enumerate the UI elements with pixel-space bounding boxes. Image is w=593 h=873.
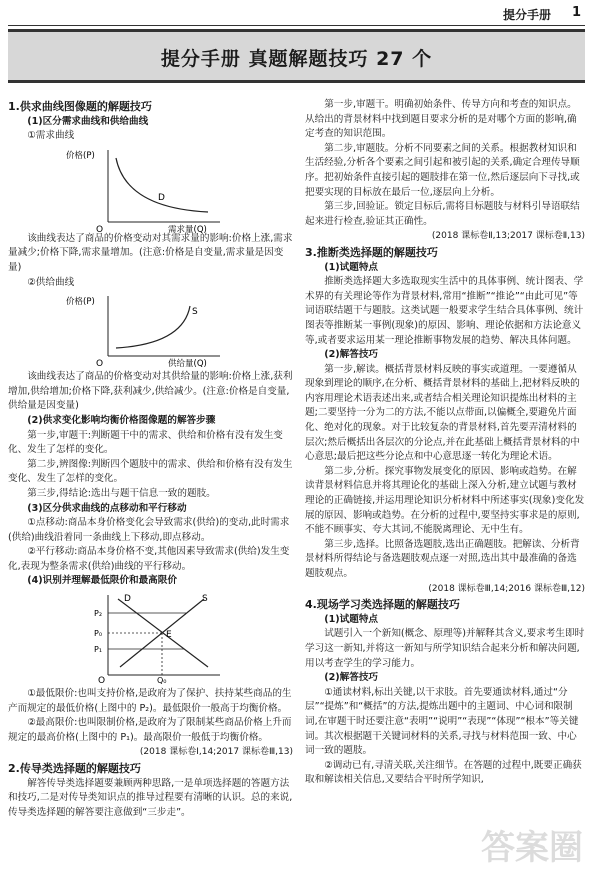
eq-label-e: E [166,630,172,641]
s1-para7: ②平行移动:商品本身价格不变,其他因素导致需求(供给)发生变化,表现为整条需求(供给)曲线的平行移动。 [8,546,290,572]
section-4-title: 4.现场学习类选择题的解题技巧 [305,598,460,612]
s1-supply-label: ②供给曲线 [27,276,75,288]
page-number: 1 [571,5,581,20]
r-para1: 第一步,审题干。明确初始条件、传导方向和考查的知识点。从给出的背景材料中找到题目要求分析的是对哪个方面的影响,确定考查的知识范围。 [305,99,577,140]
section-1-title: 1.供求曲线图像题的解题技巧 [8,100,152,113]
s1-source: (2018 课标卷Ⅰ,14;2017 课标卷Ⅲ,13) [139,747,293,758]
header-label: 提分手册 [502,8,551,22]
eq-label-s: S [202,594,208,605]
supply-ylabel: 价格(P) [66,297,95,308]
supply-curve-label: S [192,307,198,318]
eq-label-o: O [98,676,106,687]
section-3-title: 3.推断类选择题的解题技巧 [305,245,438,259]
supply-xlabel: 供给量(Q) [168,359,207,370]
s4-para1: 试题引入一个新知(概念、原理等)并解释其含义,要求考生即时学习这一新知,并将这一新知与所学知识结合起来分析和解决问题,用以考查学生的学习能力。 [305,628,585,669]
eq-label-q0: Q₀ [157,676,167,686]
s1-para9: ②最高限价:也叫限制价格,是政府为了限制某些商品价格上升而规定的最高价格(上图中的 P₁)。最高限价一般低于均衡价格。 [8,717,292,743]
page-title: 提分手册 真题解题技巧 27 个 [160,48,433,70]
supply-curve-figure [8,292,293,370]
equilibrium-svg [8,591,293,687]
s1-demand-label: ①需求曲线 [27,130,75,142]
s4-para2: ①通读材料,标出关键,以干求肢。首先要通读材料,通过“分层”“提炼”和“概括”的方法,提炼出题中的主题词、中心词和限制词,在审题干时还要注意“表明”“说明”“表现”“体现”“根本”等关键词。其次根据题干关键词材料的关系,寻找与材料范围一致、中心词一致的题肢。 [305,686,579,757]
demand-origin: O [96,224,104,235]
r-para3: 第三步,回验证。锁定目标后,需将目标题肢与材料引导语联结起来进行检查,验证其正确性。 [305,201,580,227]
eq-label-p0: P₀ [94,629,103,639]
eq-label-p2: P₂ [94,609,103,619]
demand-curve-label: D [158,192,165,203]
supply-curve-svg [8,292,293,370]
s3-para1: 推断类选择题大多选取现实生活中的具体事例、统计图表、学术界的有关理论等作为背景材料,常用“推断”“推论”“由此可见”等词语联结题干与题肢。这类试题一般要求学生结合具体事例、统计图表等推断某一事例(现象)的原因、影响、理论依据和方法论意义等,或者要求运用某一理论推断事物发展的趋势、解决具体问题。 [305,276,584,346]
s3-sub2: (2)解答技巧 [324,349,379,361]
s1-para4: 第二步,辨图像:判断四个题肢中的需求、供给和价格有没有发生变化、发生了怎样的变化。 [8,458,293,485]
demand-curve-figure [8,146,293,235]
r-source-2: (2018 课标卷Ⅲ,14;2016 课标卷Ⅲ,12) [428,583,585,594]
demand-ylabel: 价格(P) [66,150,95,161]
demand-curve [116,158,208,212]
demand-curve-svg [8,146,293,235]
s1-sub4: (4)识别并理解最低限价和最高限价 [27,575,177,587]
supply-origin: O [96,359,104,370]
watermark: 答案圈 [481,828,583,868]
s3-para3: 第二步,分析。探究事物发展变化的原因、影响或趋势。在解读背景材料信息并将其理论化的基础上深入分析,建立试题与教材理论的正确链接,并运用理论知识分析材料中所述事实(现象)变化发展的原因、影响或趋势。在分析的过程中,要坚持实事求是的原则,不能不顾事实、夸大其词,不能脱离理论、无中生有。 [305,465,585,536]
s3-sub1: (1)试题特点 [324,261,379,273]
s4-sub1: (1)试题特点 [324,613,379,625]
eq-label-p1: P₁ [94,645,103,655]
eq-demand-line [118,599,208,667]
equilibrium-figure [8,591,293,687]
s4-para3: ②调动已有,寻清关联,关注细节。在答题的过程中,既要正确获取和解读相关信息,又要结合平时所学知识, [305,759,582,786]
s1-sub3: (3)区分供求曲线的点移动和平行移动 [27,502,187,514]
s1-para2: 该曲线表达了商品的价格变动对其供给量的影响:价格上涨,获利增加,供给增加;价格下降,获利减少,供给减少。(注意:价格是自变量,供给量是因变量) [8,371,293,412]
s4-sub2: (2)解答技巧 [324,672,379,684]
demand-xlabel: 需求量(Q) [168,224,207,235]
left-column [8,98,293,820]
s1-sub2: (2)供求变化影响均衡价格图像题的解答步骤 [27,414,216,426]
header-rule [8,25,585,26]
s1-para1: 该曲线表达了商品的价格变动对其需求量的影响:价格上涨,需求量减少;价格下降,需求量增加。(注意:价格是自变量,需求量是因变量) [8,232,293,273]
s3-para2: 第一步,解读。概括背景材料反映的事实或道理。一要遵循从现象到理论的顺序,在分析、概括背景材料的基础上,把材料反映的内容用理论术语表述出来,或者结合相关理论知识提炼出材料的主题;二要坚持一分为二的方法,不能以点带面,以偏概全,要避免片面化、绝对化的现象。对于比较复杂的背景材料,首先要弄清材料的层次;然后概括出各层次的分论点,并在此基础上概括背景材料的中心意思;最后把这些分论点和中心意思逐一转化为理论术语。 [305,363,580,463]
section-2-title: 2.传导类选择题的解题技巧 [8,762,141,776]
s2-para1: 解答传导类选择题要兼顾两种思路,一是单项选择题的答题方法和技巧,二是对传导类知识点的推导过程要有清晰的认识。总的来说,传导类选择题的解答要注意做到“三步走”。 [8,777,293,818]
s1-para8: ①最低限价:也叫支持价格,是政府为了保护、扶持某些商品的生产而规定的最低价格(上图中的 P₂)。最低限价一般高于均衡价格。 [8,688,292,714]
eq-label-d: D [124,594,131,605]
r-para2: 第二步,审题肢。分析不同要素之间的关系。根据教材知识和生活经验,分析各个要素之间引起和被引起的关系,确定合理传导顺序。把初始条件直接引起的题肢排在第一位,然后逐层向下寻找,或把要实现的目标放在最后一位,逐层向上分析。 [305,142,580,198]
s3-para4: 第三步,选择。比照备选题肢,选出正确题肢。把解读、分析背景材料所得结论与备选题肢观点逐一对照,选出其中最准确的备选题肢观点。 [305,538,580,579]
title-banner [8,29,585,83]
s1-para5: 第三步,得结论:选出与题干信息一致的题肢。 [27,487,216,499]
s1-para3: 第一步,审题干:判断题干中的需求、供给和价格有没有发生变化、发生了怎样的变化。 [8,429,283,456]
s1-para6: ①点移动:商品本身价格变化会导致需求(供给)的变动,此时需求(供给)曲线沿着同一条曲线上下移动,即点移动。 [8,517,290,543]
r-source-1: (2018 课标卷Ⅱ,13;2017 课标卷Ⅱ,13) [431,231,585,242]
page-header [0,0,593,26]
s1-sub1: (1)区分需求曲线和供给曲线 [27,115,149,127]
right-column [305,98,585,788]
supply-curve [116,306,190,348]
